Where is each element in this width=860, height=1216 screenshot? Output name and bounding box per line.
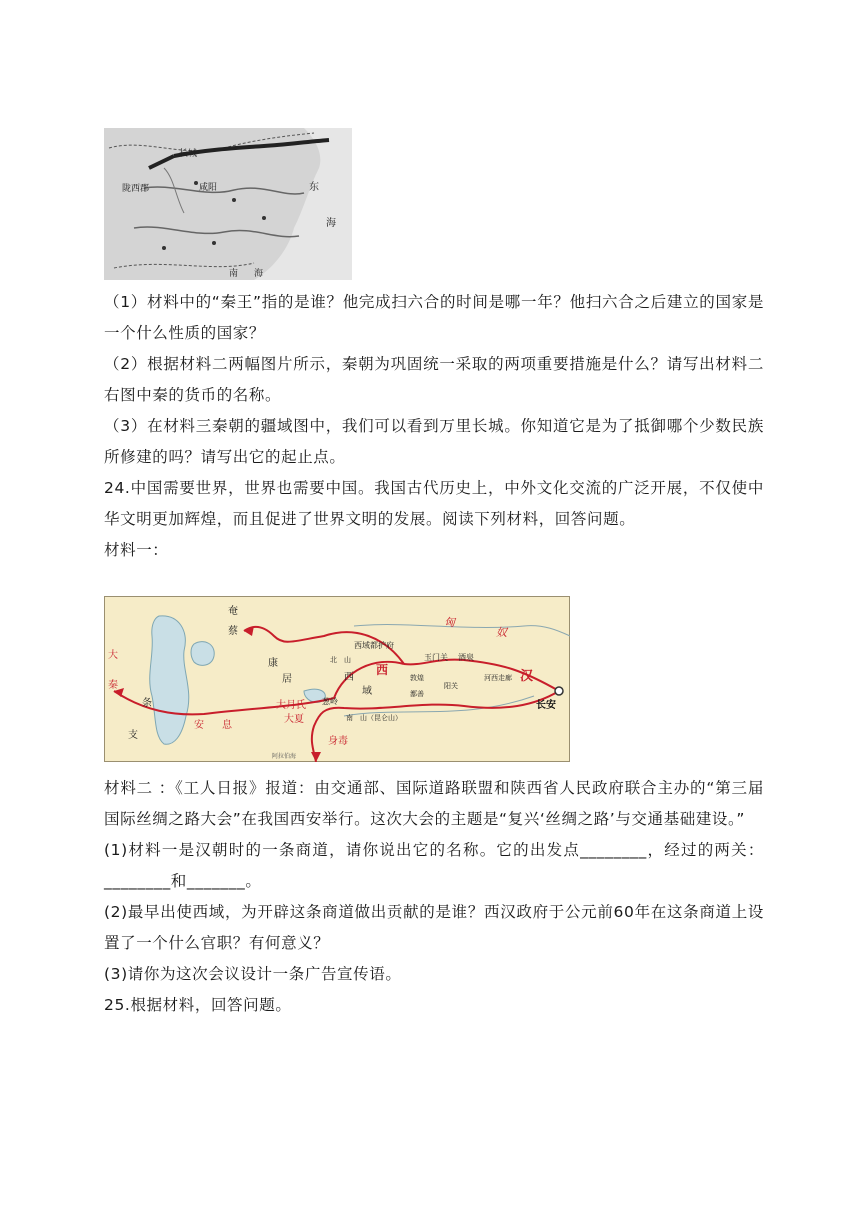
map2-label-yan: 奄 <box>228 606 238 617</box>
map1-label-hai: 海 <box>326 218 336 229</box>
map2-label-jiuquan: 酒泉 <box>458 653 474 662</box>
map2-label-tiao: 条 <box>142 698 152 709</box>
question-23-3: （3）在材料三秦朝的疆域图中，我们可以看到万里长城。你知道它是为了抵御哪个少数民族所修建的吗？请写出它的起止点。 <box>104 417 764 466</box>
map2-label-arabian: 阿拉伯海 <box>272 753 297 760</box>
map2-label-shendu: 身毒 <box>328 736 348 747</box>
map2-label-dayuezhi: 大月氏 <box>276 700 306 711</box>
map2-label-daxia: 大夏 <box>284 714 304 725</box>
map2-label-xiyu-xi: 西 <box>344 672 354 683</box>
map1-label-hai2: 海 <box>254 269 264 279</box>
map2-label-ju: 居 <box>282 674 292 685</box>
question-24-2: (2)最早出使西域，为开辟这条商道做出贡献的是谁？西汉政府于公元前60年在这条商道上设置了一个什么官职？有何意义？ <box>104 903 764 952</box>
map2-label-xi: 息 <box>222 720 232 731</box>
map2-label-zhi: 支 <box>128 730 138 741</box>
question-23-2: （2）根据材料二两幅图片所示，秦朝为巩固统一采取的两项重要措施是什么？请写出材料二右图中秦的货币的名称。 <box>104 355 764 404</box>
question-24-3: (3)请你为这次会议设计一条广告宣传语。 <box>104 965 402 983</box>
question-23-1: （1）材料中的“秦王”指的是谁？他完成扫六合的时间是哪一年？他扫六合之后建立的国家是一个什么性质的国家？ <box>104 293 764 342</box>
map2-label-beishan: 北 山 <box>330 656 351 664</box>
map2-label-cai: 蔡 <box>228 626 238 637</box>
map2-label-kang: 康 <box>268 658 278 669</box>
map2-label-nanshan: 南 山（昆仑山） <box>346 714 402 722</box>
map1-label-dong: 东 <box>309 182 319 193</box>
map2-label-xiong: 匈 <box>444 616 455 629</box>
map1-label-longxi: 陇西郡 <box>122 184 150 194</box>
question-block-24 <box>104 773 764 1021</box>
map2-label-duhufu: 西域都护府 <box>354 641 394 650</box>
map2-label-xiyu-big: 西 <box>376 663 389 677</box>
map2-label-da: 大 <box>108 650 118 661</box>
map2-label-yangguan: 阳关 <box>444 682 458 690</box>
map2-label-an: 安 <box>194 720 204 731</box>
map2-label-qin: 秦 <box>108 680 118 691</box>
material-1-label: 材料一： <box>104 541 169 559</box>
silk-road-map <box>104 596 570 762</box>
question-24-intro: 24.中国需要世界，世界也需要中国。我国古代历史上，中外文化交流的广泛开展，不仅使中华文明更加辉煌，而且促进了世界文明的发展。阅读下列材料，回答问题。 <box>104 479 764 528</box>
map1-label-changcheng: 长城 <box>179 149 198 159</box>
map2-label-congling: 葱岭 <box>322 697 338 706</box>
map2-label-yumenguan: 玉门关 <box>424 653 448 662</box>
map2-label-hexi: 河西走廊 <box>484 674 512 682</box>
map2-label-changan: 长安 <box>536 700 556 711</box>
question-25-intro: 25.根据材料，回答问题。 <box>104 996 292 1014</box>
map2-label-dunhuang: 敦煌 <box>410 674 424 682</box>
question-24-1: (1)材料一是汉朝时的一条商道，请你说出它的名称。它的出发点________，经过的两关：________和_______。 <box>104 841 764 890</box>
map1-label-xianyang: 咸阳 <box>199 183 218 193</box>
material-2-text: 材料二 ：《工人日报》报道：由交通部、国际道路联盟和陕西省人民政府联合主办的“第三届国际丝绸之路大会”在我国西安举行。这次大会的主题是“复兴‘丝绸之路’与交通基础建设。” <box>104 779 764 828</box>
map2-label-han: 汉 <box>520 669 534 684</box>
map2-label-nu: 奴 <box>496 626 507 639</box>
map1-label-nan: 南 <box>229 269 239 279</box>
map2-label-shanshan: 鄯善 <box>410 690 424 698</box>
qin-territory-map <box>104 128 352 280</box>
map2-label-xiyu-yu: 域 <box>362 686 372 697</box>
question-block-23 <box>104 287 764 566</box>
